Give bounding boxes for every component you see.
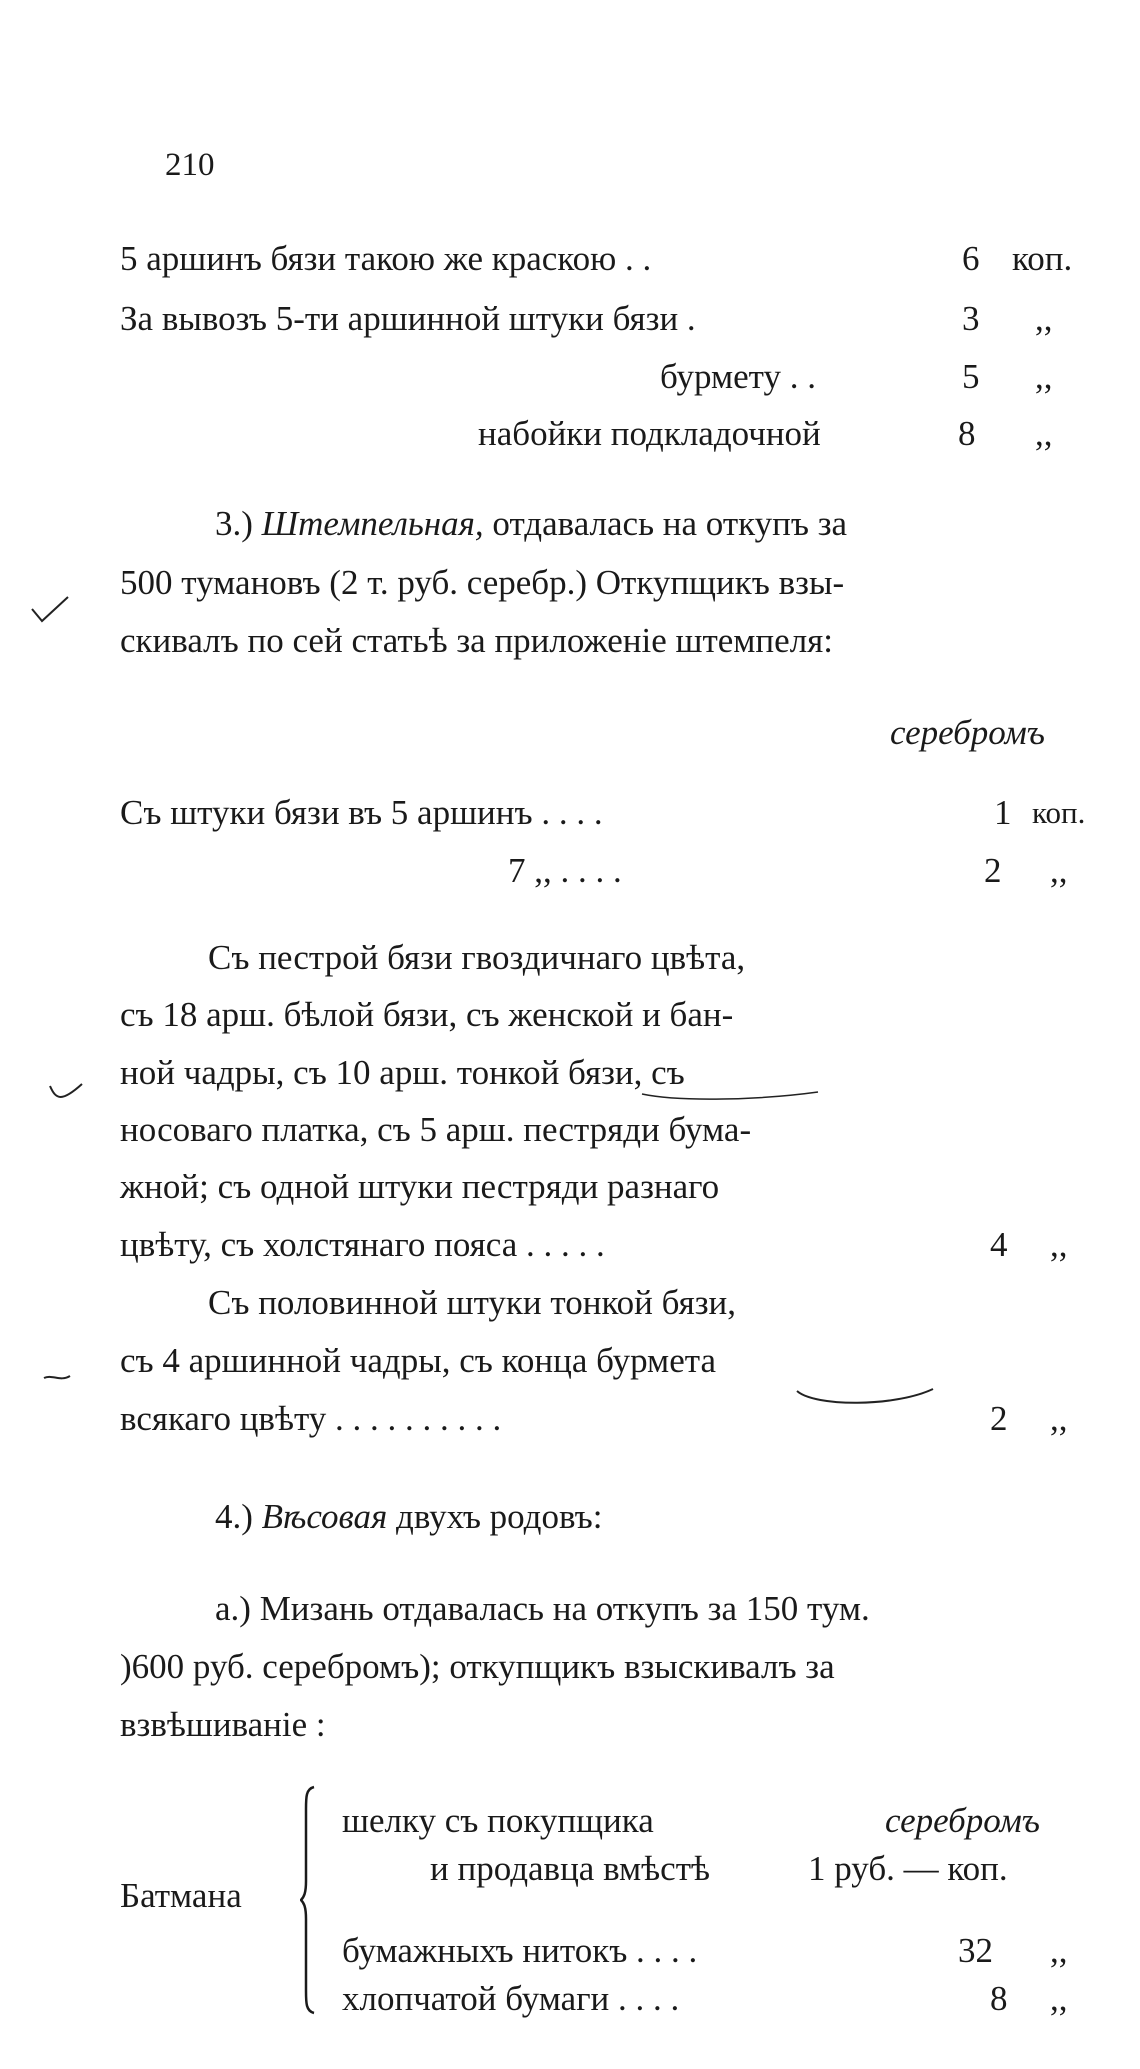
para-a-amount: 4 bbox=[990, 1225, 1008, 1264]
sub-a-line-2: )600 руб. серебромъ); откупщикъ взыскивалъ за bbox=[120, 1647, 835, 1686]
tariff-unit-3: ,, bbox=[1035, 357, 1053, 396]
tariff-text-4: набойки подкладочной bbox=[478, 414, 821, 453]
para-a-unit: ,, bbox=[1050, 1225, 1068, 1264]
batman-silk-line-2: и продавца вмѣстѣ bbox=[430, 1849, 710, 1888]
section3-number: 3.) bbox=[215, 504, 253, 543]
para-a-line-1: Съ пестрой бязи гвоздичнаго цвѣта, bbox=[208, 938, 746, 977]
tariff-unit-1: коп. bbox=[1012, 239, 1073, 278]
para-b-line-3: всякаго цвѣту . . . . . . . . . . bbox=[120, 1399, 502, 1438]
currency-label-1: серебромъ bbox=[890, 713, 1045, 752]
batman-row-2-amount: 8 bbox=[990, 1979, 1008, 2018]
tariff-text-2: За вывозъ 5-ти аршинной штуки бязи . bbox=[120, 299, 696, 338]
para-b-amount: 2 bbox=[990, 1399, 1008, 1438]
stamp-row-2-text: 7 ,, . . . . bbox=[508, 851, 622, 890]
section3-line3: скивалъ по сей статьѣ за приложеніе штемпеля: bbox=[120, 621, 833, 660]
check-mark-icon bbox=[30, 595, 70, 625]
tariff-amount-1: 6 bbox=[962, 239, 980, 278]
section3-line1 bbox=[215, 503, 847, 545]
dash-mark-icon bbox=[42, 1370, 72, 1384]
sub-a-line-3: взвѣшиваніе : bbox=[120, 1705, 326, 1744]
currency-label-2: серебромъ bbox=[885, 1801, 1040, 1840]
batman-row-2-unit: ,, bbox=[1050, 1979, 1068, 2018]
section4-rest: двухъ родовъ: bbox=[396, 1497, 603, 1536]
section3-title: Штемпельная, bbox=[261, 504, 484, 543]
batman-silk-amount: 1 руб. — коп. bbox=[808, 1849, 1008, 1888]
batman-label: Батмана bbox=[120, 1876, 242, 1915]
para-b-line-2: съ 4 аршинной чадры, съ конца бурмета bbox=[120, 1341, 716, 1380]
stamp-row-1-text: Съ штуки бязи въ 5 аршинъ . . . . bbox=[120, 793, 603, 832]
para-a-line-6: цвѣту, съ холстянаго пояса . . . . . bbox=[120, 1225, 605, 1264]
tariff-amount-2: 3 bbox=[962, 299, 980, 338]
section3-line2: 500 тумановъ (2 т. руб. серебр.) Откупщикъ взы- bbox=[120, 563, 845, 602]
section3-line1-rest: отдавалась на откупъ за bbox=[492, 504, 848, 543]
tariff-text-3: бурмету . . bbox=[660, 357, 816, 396]
stamp-row-2-unit: ,, bbox=[1050, 851, 1068, 890]
tariff-amount-4: 8 bbox=[958, 414, 976, 453]
page-number: 210 bbox=[165, 147, 215, 183]
batman-row-1-unit: ,, bbox=[1050, 1931, 1068, 1970]
batman-silk-line-1: шелку съ покупщика bbox=[342, 1801, 654, 1840]
underline-mark-icon bbox=[640, 1090, 820, 1104]
section4-heading bbox=[215, 1496, 602, 1538]
sub-a-line-1: а.) Мизань отдавалась на откупъ за 150 тум. bbox=[215, 1589, 870, 1628]
tariff-unit-2: ,, bbox=[1035, 299, 1053, 338]
para-a-line-3: ной чадры, съ 10 арш. тонкой бязи, съ bbox=[120, 1053, 685, 1092]
tariff-amount-3: 5 bbox=[962, 357, 980, 396]
para-b-unit: ,, bbox=[1050, 1399, 1068, 1438]
tariff-text-1: 5 аршинъ бязи такою же краскою . . bbox=[120, 239, 652, 278]
check-mark-icon bbox=[48, 1080, 84, 1104]
para-b-line-1: Съ половинной штуки тонкой бязи, bbox=[208, 1283, 737, 1322]
stamp-row-2-amount: 2 bbox=[984, 851, 1002, 890]
para-a-line-2: съ 18 арш. бѣлой бязи, съ женской и бан- bbox=[120, 995, 734, 1034]
curly-brace-icon bbox=[300, 1785, 318, 2015]
section4-number: 4.) bbox=[215, 1497, 253, 1536]
section4-title: Вѣсовая bbox=[261, 1497, 388, 1536]
batman-row-1-amount: 32 bbox=[958, 1931, 993, 1970]
batman-row-1-text: бумажныхъ нитокъ . . . . bbox=[342, 1931, 698, 1970]
stamp-row-1-unit: коп. bbox=[1032, 795, 1086, 830]
para-a-line-5: жной; съ одной штуки пестряди разнаго bbox=[120, 1167, 720, 1206]
para-a-line-4: носоваго платка, съ 5 арш. пестряди бума- bbox=[120, 1110, 752, 1149]
stamp-row-1-amount: 1 bbox=[994, 793, 1012, 832]
underline-mark-icon bbox=[795, 1385, 935, 1411]
batman-row-2-text: хлопчатой бумаги . . . . bbox=[342, 1979, 680, 2018]
tariff-unit-4: ,, bbox=[1035, 414, 1053, 453]
